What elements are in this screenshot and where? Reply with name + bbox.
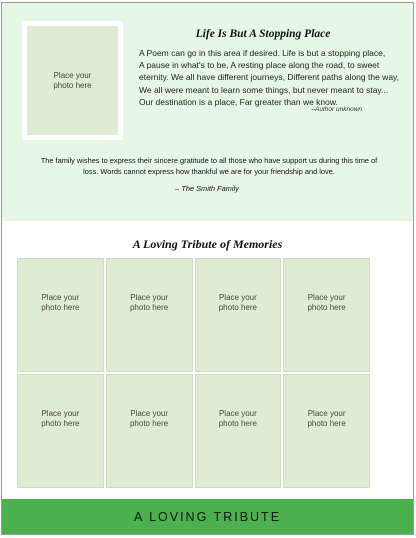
top-photo-placeholder [27,26,118,135]
tribute-page [1,2,414,535]
photo-grid [17,258,370,488]
poem-title: Life Is But A Stopping Place [195,28,331,40]
footer-banner [2,499,413,534]
poem-line: eternity. We all have different journeys, Different paths along the way, [139,72,400,83]
thanks-text: The family wishes to express their sincere gratitude to all those who have support us during this time of loss. Words cannot express how thankful we are for your friendship and love. [40,156,378,176]
photo-placeholder-text: Place your photo here [129,409,169,428]
top-photo-frame[interactable] [22,21,123,140]
photo-placeholder-text: Place your photo here [307,293,346,312]
photo-placeholder-text: Place your photo here [218,293,257,312]
top-section [2,3,413,221]
photo-placeholder-text: Place your photo here [307,409,346,428]
poem-line: A pause in what's to be, A resting place along the road, to sweet [139,60,380,71]
poem-author: –Author unknown [311,106,362,113]
photo-slot-8[interactable] [283,374,370,488]
poem-line: Our destination is a place, Far greater than we know. [139,96,338,107]
tribute-title: A Loving Tribute of Memories [132,237,283,251]
photo-slot-7[interactable] [195,374,282,488]
photo-slot-3[interactable] [195,258,282,372]
banner-text: A LOVING TRIBUTE [133,509,282,524]
photo-slot-4[interactable] [283,258,370,372]
poem-line: A Poem can go in this area if desired. Life is but a stopping place, [139,48,386,58]
photo-slot-6[interactable] [106,374,193,488]
poem-line: We all were meant to learn some things, but never meant to stay... [139,84,389,95]
thanks-signature: – The Smith Family [175,184,239,193]
photo-slot-5[interactable] [17,374,104,488]
photo-slot-2[interactable] [106,258,193,372]
photo-placeholder-text: Place your photo here [53,70,92,90]
photo-placeholder-text: Place your photo here [41,409,80,428]
photo-slot-1[interactable] [17,258,104,372]
poem-text [139,47,401,108]
photo-placeholder-text: Place your photo here [129,293,169,312]
photo-placeholder-text: Place your photo here [41,293,80,312]
photo-placeholder-text: Place your photo here [218,409,257,428]
